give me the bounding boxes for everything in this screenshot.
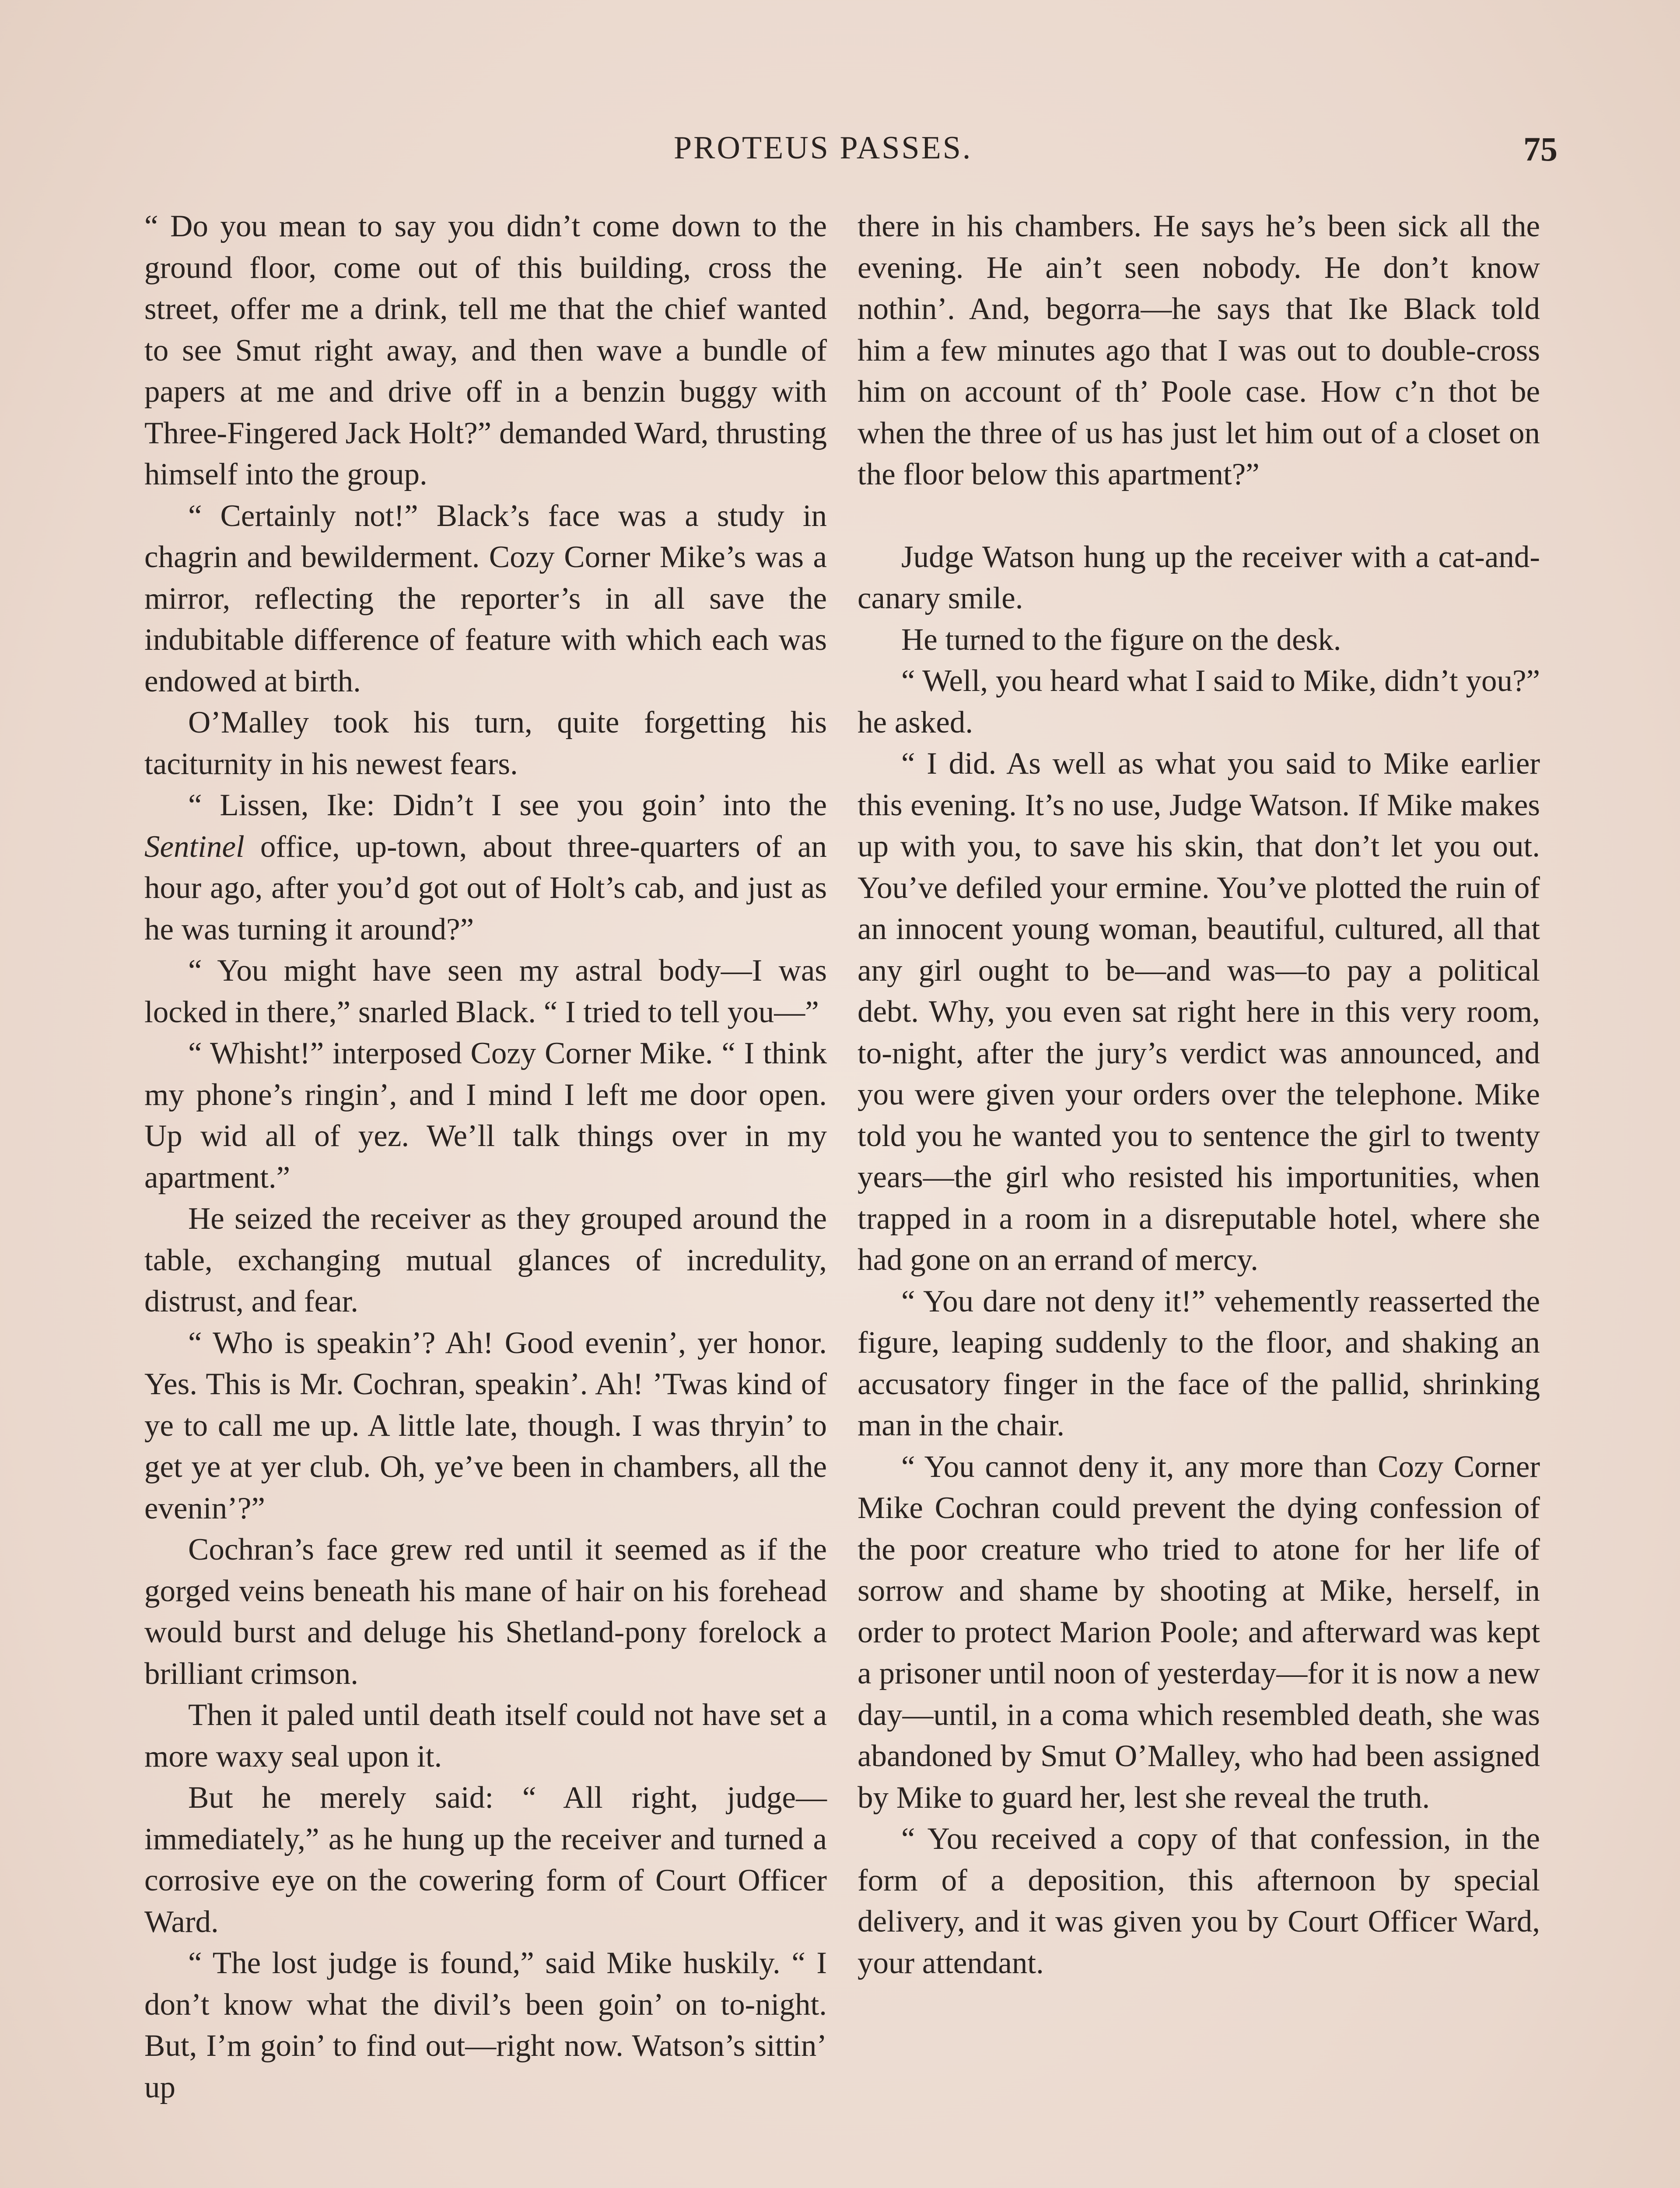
paragraph: “ You dare not deny it!” vehemently reasserted the figure, leaping suddenly to the floor, and shaking an accusatory finger in the face of the pallid, shrinking man in the chair. — [858, 1284, 1540, 1442]
running-title: PROTEUS PASSES. — [674, 130, 973, 166]
paragraph: Judge Watson hung up the receiver with a cat-and-canary smile. — [858, 540, 1540, 615]
paragraph: “ Whisht!” interposed Cozy Corner Mike. “ I think my phone’s ringin’, and I mind I left me door open. Up wid all of yez. We’ll talk things over in my apartment.” — [144, 1036, 827, 1195]
paragraph: “ Certainly not!” Black’s face was a study in chagrin and bewilderment. Cozy Corner Mike’s was a mirror, reflecting the reporter’s in all save the indubitable difference of feature with which each was endowed at birth. — [144, 498, 827, 698]
paragraph: “ Who is speakin’? Ah! Good evenin’, yer honor. Yes. This is Mr. Cochran, speakin’. Ah! ’Twas kind of ye to call me up. A little late, though. I was thryin’ to get ye at yer club. Oh, ye’ve been in chambers, all the evenin’?” — [144, 1325, 827, 1525]
paragraph: “ You cannot deny it, any more than Cozy Corner Mike Cochran could prevent the dying confession of the poor creature who tried to atone for her life of sorrow and shame by shooting at Mike, herself, in order to protect Marion Poole; and afterward was kept a prisoner until noon of yesterday—for it is now a new day—until, in a coma which resembled death, she was abandoned by Smut O’Malley, who had been assigned by Mike to guard her, lest she reveal the truth. — [858, 1449, 1540, 1815]
paragraph: “ I did. As well as what you said to Mike earlier this evening. It’s no use, Judge Watson. If Mike makes up with you, to save his skin, that don’t let you out. You’ve defiled your ermine. You’ve plotted the ruin of an innocent young woman, beautiful, cultured, all that any girl ought to be—and was—to pay a political debt. Why, you even sat right here in this very room, to-night, after the jury’s verdict was announced, and you were given your orders over the telephone. Mike told you he wanted you to sentence the girl to twenty years—the girl who resisted his importunities, when trapped in a room in a disreputable hotel, where she had gone on an errand of mercy. — [858, 747, 1540, 1277]
paragraph: O’Malley took his turn, quite forgetting his taciturnity in his newest fears. — [144, 705, 827, 781]
paragraph: Cochran’s face grew red until it seemed as if the gorged veins beneath his mane of hair on his forehead would burst and deluge his Shetland-pony forelock a brilliant crimson. — [144, 1532, 827, 1691]
paragraph: “ You might have seen my astral body—I was locked in there,” snarled Black. “ I tried to tell you—” — [144, 954, 827, 1029]
newspaper-name: Sentinel — [144, 829, 245, 864]
left-column — [144, 206, 827, 2108]
paragraph: He seized the receiver as they grouped around the table, exchanging mutual glances of incredulity, distrust, and fear. — [144, 1202, 827, 1318]
paragraph: But he merely said: “ All right, judge—immediately,” as he hung up the receiver and turned a corrosive eye on the cowering form of Court Officer Ward. — [144, 1781, 827, 1939]
paragraph: “ Lissen, Ike: Didn’t I see you goin’ into the Sentinel office, up-town, about three-quarters of an hour ago, after you’d got out of Holt’s cab, and just as he was turning it around?” — [144, 788, 827, 947]
paragraph: Then it paled until death itself could not have set a more waxy seal upon it. — [144, 1698, 827, 1774]
page-number: 75 — [1523, 130, 1558, 168]
right-column — [858, 206, 1540, 1984]
page-header — [0, 130, 1680, 182]
paragraph: He turned to the figure on the desk. — [901, 622, 1341, 657]
paragraph: “ Well, you heard what I said to Mike, didn’t you?” he asked. — [858, 664, 1540, 740]
paragraph: “ You received a copy of that confession, in the form of a deposition, this afternoon by special delivery, and it was given you by Court Officer Ward, your attendant. — [858, 1822, 1540, 1980]
paragraph: “ The lost judge is found,” said Mike huskily. “ I don’t know what the divil’s been goin’ on to-night. But, I’m goin’ to find out—right now. Watson’s sittin’ up — [144, 1946, 827, 2104]
paragraph: there in his chambers. He says he’s been sick all the evening. He ain’t seen nobody. He don’t know nothin’. And, begorra—he says that Ike Black told him a few minutes ago that I was out to double-cross him on account of th’ Poole case. How c’n thot be when the three of us has just let him out of a closet on the floor below this apartment?” — [858, 209, 1540, 491]
paragraph: “ Do you mean to say you didn’t come down to the ground floor, come out of this building, cross the street, offer me a drink, tell me that the chief wanted to see Smut right away, and then wave a bundle of papers at me and drive off in a benzin buggy with Three-Fingered Jack Holt?” demanded Ward, thrusting himself into the group. — [144, 209, 827, 491]
